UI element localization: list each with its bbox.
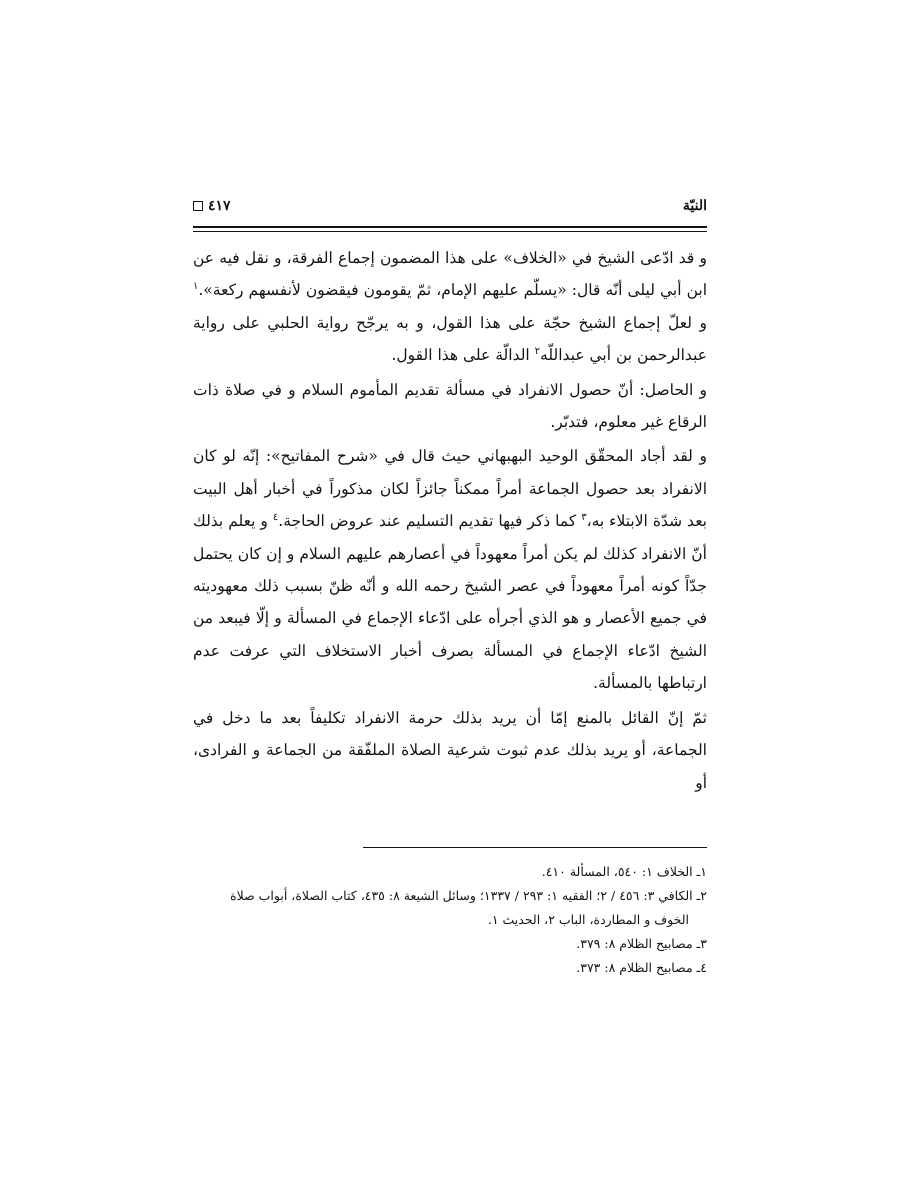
footnote-ref-1: ١	[193, 281, 199, 293]
page-number: ٤١٧	[208, 198, 231, 214]
paragraph-2	[193, 374, 707, 439]
text-run: و الحاصل: أنّ حصول الانفراد في مسألة تقديم المأموم السلام و في صلاة ذات الرقاع غير معلوم، فتدبّر.	[193, 380, 707, 432]
header-rule-thin	[193, 231, 707, 232]
paragraph-1	[193, 242, 707, 372]
footnote-2: ٢ـ الكافي ٣: ٤٥٦ / ٢؛ الفقيه ١: ٢٩٣ / ١٣٣٧؛ وسائل الشيعة ٨: ٤٣٥، كتاب الصلاة، أبواب صلاة	[230, 888, 707, 903]
footnotes	[193, 860, 707, 980]
body-text	[193, 242, 707, 799]
footnote-ref-2: ٢	[534, 346, 541, 358]
header-rule-thick	[193, 226, 707, 228]
running-title: النيّة	[682, 198, 707, 214]
footnote-ref-4: ٤	[272, 512, 279, 524]
text-run: كما ذكر فيها تقديم التسليم عند عروض الحاجة.	[278, 512, 582, 531]
text-run: و لقد أجاد المحقّق الوحيد البهبهاني حيث قال في «شرح المفاتيح»: إنّه لو كان الانفراد بعد حصول الجماعة أمراً ممكناً جائزاً لكان مذكوراً في أخبار أهل البيت بعد شدّة الابتلاء به،	[193, 447, 707, 531]
footnote-3: ٣ـ مصابيح الظلام ٨: ٣٧٩.	[576, 936, 707, 951]
footnote-2-continuation: الخوف و المطاردة، الباب ٢، الحديث ١.	[487, 912, 689, 927]
text-run: ثمّ إنّ القائل بالمنع إمّا أن يريد بذلك حرمة الانفراد تكليفاً بعد ما دخل في الجماعة، أو يريد بذلك عدم ثبوت شرعية الصلاة الملفّقة من الجماعة و الفرادى، أو	[193, 708, 707, 792]
footnote-1: ١ـ الخلاف ١: ٥٤٠، المسألة ٤١٠.	[541, 864, 707, 879]
text-run: الدالّة على هذا القول.	[391, 346, 535, 365]
running-header	[193, 196, 707, 226]
footnote-ref-3: ٣	[581, 512, 587, 524]
footnote-separator	[193, 847, 707, 848]
page	[193, 196, 707, 801]
text-run: و يعلم بذلك أنّ الانفراد كذلك لم يكن أمراً معهوداً في أعصارهم عليهم السلام و إن كان يحتمل جدّاً كونه أمراً معهوداً في عصر الشيخ رحمه الله و أنّه ظنّ بسبب ذلك معهوديته في جميع الأعصار و هو الذي أجرأه على ادّعاء الإجماع في المسألة و إلّا فيبعد من الشيخ ادّعاء الإجماع في المسألة بصرف أخبار الاستخلاف التي عرفت عدم ارتباطها بالمسألة.	[193, 512, 707, 693]
footnote-4: ٤ـ مصابيح الظلام ٨: ٣٧٣.	[576, 960, 707, 975]
page-number-group	[193, 198, 231, 214]
square-outline-icon	[193, 201, 203, 211]
paragraph-4	[193, 702, 707, 799]
paragraph-3	[193, 440, 707, 699]
text-run: و لعلّ إجماع الشيخ حجّة على هذا القول، و به يرجّح رواية الحلبي على رواية عبدالرحمن بن أبي عبداللّه	[193, 313, 707, 365]
text-run: و قد ادّعى الشيخ في «الخلاف» على هذا المضمون إجماع الفرقة، و نقل فيه عن ابن أبي ليلى أنّه قال: «يسلّم عليهم الإمام، ثمّ يقومون فيقضون لأنفسهم ركعة».	[193, 249, 707, 300]
